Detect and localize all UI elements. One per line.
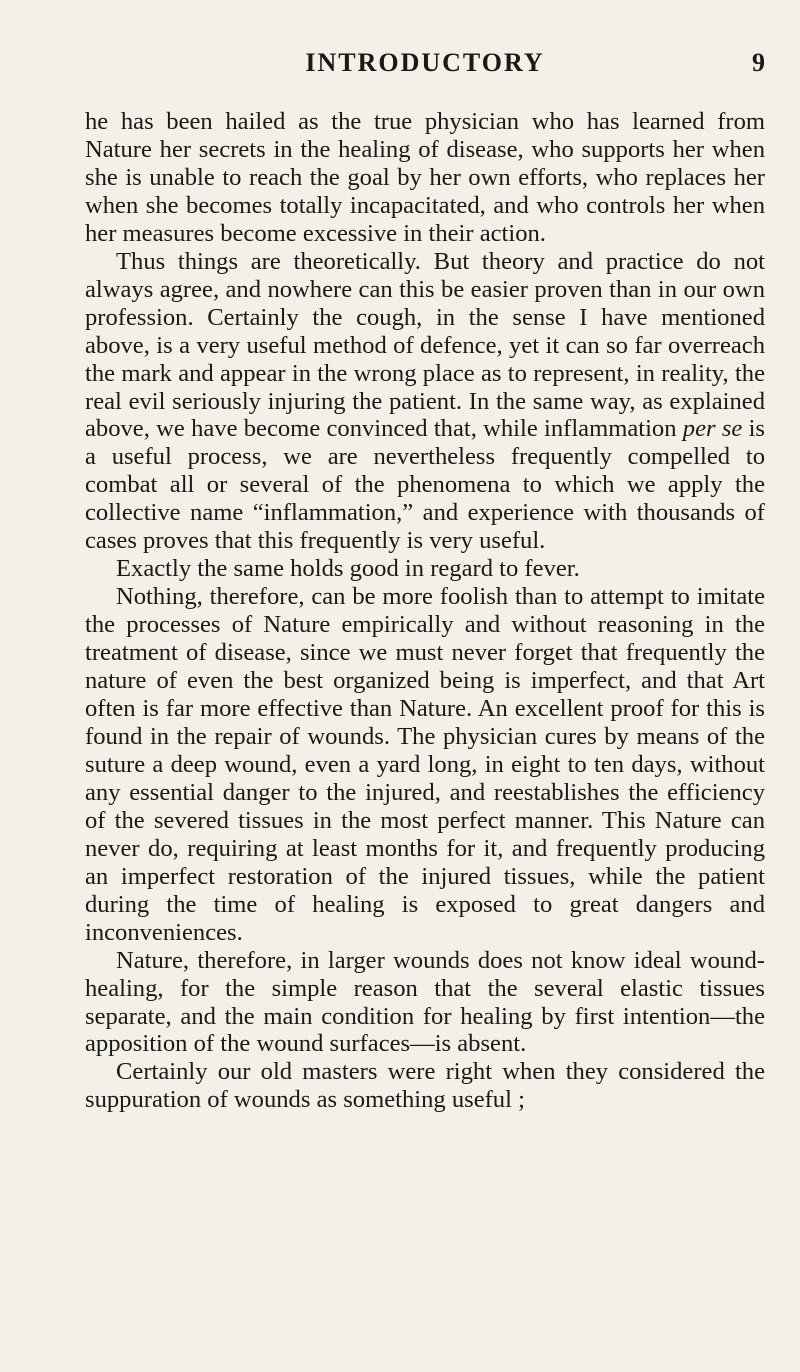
paragraph-text: is a useful process, we are nevertheless frequently compelled to combat all or several of the phenomena to which we apply the collective name “inflammation,” and experience with thousands of cases proves that this frequently is very useful. — [85, 415, 765, 555]
paragraph-text: Certainly our old masters were right when they considered the suppuration of wounds as something useful ; — [85, 1058, 765, 1114]
paragraph-theory-practice — [85, 248, 765, 555]
running-head — [85, 48, 765, 92]
paragraph-text: Thus things are theoretically. But theory and practice do not always agree, and nowhere can this be easier proven than in our own profession. Certainly the cough, in the sense I have mentioned above, is a very useful method of defence, yet it can so far overreach the mark and appear in the wrong place as to represent, in reality, the real evil seriously injuring the patient. In the same way, as explained above, we have become convinced that, while inflammation — [85, 247, 765, 443]
paragraph-continued — [85, 108, 765, 248]
paragraph-text: Nature, therefore, in larger wounds does not know ideal wound-healing, for the simple reason that the several elastic tissues separate, and the main condition for healing by first intention—the apposition of the wound surfaces—is absent. — [85, 946, 765, 1058]
paragraph-fever — [85, 555, 765, 583]
paragraph-text: Exactly the same holds good in regard to fever. — [116, 555, 580, 583]
paragraph-art-vs-nature — [85, 583, 765, 946]
italic-term: per se — [682, 415, 743, 443]
page-number: 9 — [752, 48, 765, 77]
running-title: INTRODUCTORY — [305, 48, 545, 77]
paragraph-wound-healing — [85, 947, 765, 1059]
body-text — [85, 108, 765, 1114]
paragraph-suppuration — [85, 1058, 765, 1114]
paragraph-text: Nothing, therefore, can be more foolish than to attempt to imitate the processes of Nature empirically and without reasoning in the treatment of disease, since we must never forget that frequently the nature of even the best organized being is imperfect, and that Art often is far more effective than Nature. An excellent proof for this is found in the repair of wounds. The physician cures by means of the suture a deep wound, even a yard long, in eight to ten days, without any essential danger to the injured, and reestablishes the efficiency of the severed tissues in the most perfect manner. This Nature can never do, requiring at least months for it, and frequently producing an imperfect restoration of the injured tissues, while the patient during the time of healing is exposed to great dangers and inconveniences. — [85, 583, 765, 946]
paragraph-text: he has been hailed as the true physician who has learned from Nature her secrets in the healing of disease, who supports her when she is unable to reach the goal by her own efforts, who replaces her when she becomes totally incapacitated, and who controls her when her measures become excessive in their action. — [85, 108, 765, 247]
